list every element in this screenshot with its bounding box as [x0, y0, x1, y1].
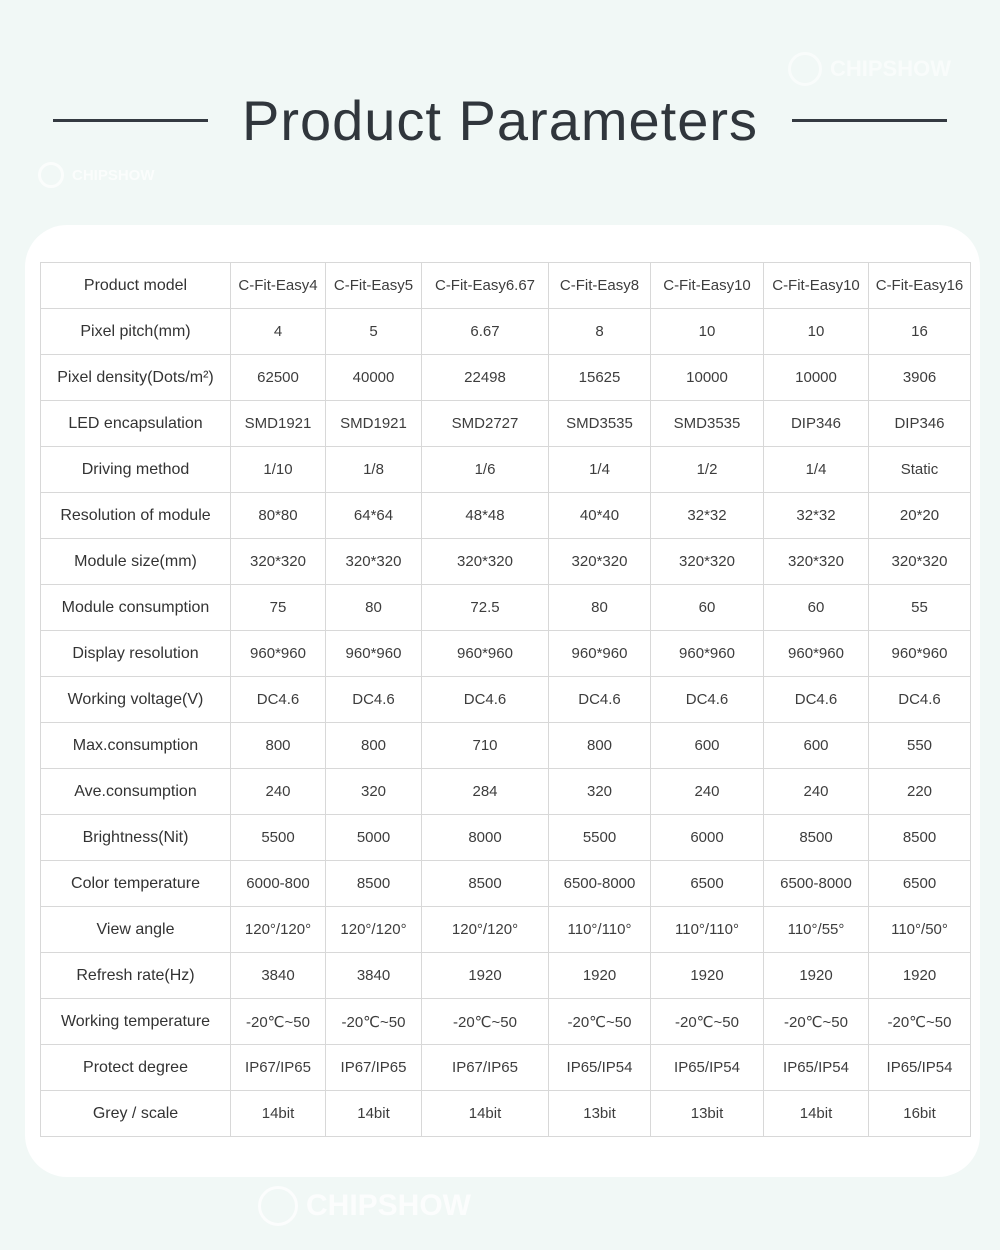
spec-value-cell: 110°/110° — [549, 907, 651, 953]
spec-value-cell: 75 — [231, 585, 326, 631]
spec-value-cell: 110°/110° — [651, 907, 764, 953]
spec-value-cell: 5000 — [326, 815, 422, 861]
spec-value-cell: 20*20 — [869, 493, 971, 539]
spec-value-cell: 1/6 — [422, 447, 549, 493]
spec-value-cell: -20℃~50 — [326, 999, 422, 1045]
spec-value-cell: IP67/IP65 — [422, 1045, 549, 1091]
spec-value-cell: 80 — [326, 585, 422, 631]
spec-value-cell: 14bit — [326, 1091, 422, 1137]
spec-value-cell: 10000 — [764, 355, 869, 401]
spec-value-cell: DC4.6 — [231, 677, 326, 723]
row-label: Color temperature — [41, 861, 231, 907]
column-header: C-Fit-Easy5 — [326, 263, 422, 309]
spec-value-cell: -20℃~50 — [549, 999, 651, 1045]
spec-value-cell: 6500 — [651, 861, 764, 907]
spec-value-cell: 320*320 — [231, 539, 326, 585]
chipshow-watermark-bottom — [258, 1186, 471, 1226]
spec-value-cell: 320*320 — [422, 539, 549, 585]
spec-value-cell: 1/8 — [326, 447, 422, 493]
row-label: Driving method — [41, 447, 231, 493]
row-label: Display resolution — [41, 631, 231, 677]
spec-value-cell: SMD3535 — [549, 401, 651, 447]
row-label: Brightness(Nit) — [41, 815, 231, 861]
spec-value-cell: 1920 — [764, 953, 869, 999]
spec-value-cell: 110°/55° — [764, 907, 869, 953]
spec-value-cell: 960*960 — [326, 631, 422, 677]
title-divider-left — [53, 119, 208, 122]
spec-value-cell: 120°/120° — [326, 907, 422, 953]
spec-value-cell: 600 — [764, 723, 869, 769]
spec-value-cell: 6.67 — [422, 309, 549, 355]
spec-value-cell: 22498 — [422, 355, 549, 401]
column-header: C-Fit-Easy10 — [764, 263, 869, 309]
spec-value-cell: IP67/IP65 — [326, 1045, 422, 1091]
spec-value-cell: 3840 — [231, 953, 326, 999]
spec-value-cell: SMD1921 — [326, 401, 422, 447]
spec-value-cell: 284 — [422, 769, 549, 815]
spec-value-cell: IP67/IP65 — [231, 1045, 326, 1091]
spec-value-cell: 960*960 — [549, 631, 651, 677]
table-row — [41, 585, 971, 631]
spec-value-cell: 48*48 — [422, 493, 549, 539]
spec-value-cell: 8000 — [422, 815, 549, 861]
spec-value-cell: 960*960 — [869, 631, 971, 677]
spec-value-cell: 3840 — [326, 953, 422, 999]
spec-value-cell: 14bit — [422, 1091, 549, 1137]
chipshow-watermark-under-title — [38, 162, 155, 188]
spec-value-cell: 32*32 — [651, 493, 764, 539]
spec-value-cell: 1920 — [651, 953, 764, 999]
column-header: C-Fit-Easy4 — [231, 263, 326, 309]
spec-value-cell: 240 — [651, 769, 764, 815]
row-label: Grey / scale — [41, 1091, 231, 1137]
spec-value-cell: 32*32 — [764, 493, 869, 539]
spec-value-cell: DIP346 — [764, 401, 869, 447]
row-label: Pixel pitch(mm) — [41, 309, 231, 355]
column-header: C-Fit-Easy10 — [651, 263, 764, 309]
spec-value-cell: 13bit — [651, 1091, 764, 1137]
spec-value-cell: DC4.6 — [549, 677, 651, 723]
spec-value-cell: 40*40 — [549, 493, 651, 539]
page-title: Product Parameters — [242, 89, 758, 152]
table-row — [41, 723, 971, 769]
spec-value-cell: DC4.6 — [651, 677, 764, 723]
spec-value-cell: 800 — [231, 723, 326, 769]
spec-value-cell: SMD1921 — [231, 401, 326, 447]
spec-value-cell: 120°/120° — [231, 907, 326, 953]
spec-value-cell: 320*320 — [764, 539, 869, 585]
row-label: LED encapsulation — [41, 401, 231, 447]
table-row — [41, 1045, 971, 1091]
spec-value-cell: 5500 — [549, 815, 651, 861]
spec-value-cell: 240 — [231, 769, 326, 815]
spec-value-cell: 55 — [869, 585, 971, 631]
spec-value-cell: 8500 — [422, 861, 549, 907]
chipshow-watermark-text: CHIPSHOW — [830, 56, 951, 81]
spec-value-cell: 5500 — [231, 815, 326, 861]
spec-value-cell: -20℃~50 — [764, 999, 869, 1045]
spec-value-cell: 320 — [549, 769, 651, 815]
table-row — [41, 447, 971, 493]
spec-value-cell: SMD2727 — [422, 401, 549, 447]
spec-value-cell: DIP346 — [869, 401, 971, 447]
spec-value-cell: SMD3535 — [651, 401, 764, 447]
spec-value-cell: 800 — [326, 723, 422, 769]
spec-value-cell: DC4.6 — [422, 677, 549, 723]
spec-value-cell: 62500 — [231, 355, 326, 401]
spec-value-cell: 320 — [326, 769, 422, 815]
column-header: C-Fit-Easy16 — [869, 263, 971, 309]
spec-value-cell: IP65/IP54 — [549, 1045, 651, 1091]
spec-value-cell: 16bit — [869, 1091, 971, 1137]
table-row — [41, 401, 971, 447]
chipshow-watermark-text: CHIPSHOW — [306, 1189, 471, 1222]
spec-value-cell: 10 — [651, 309, 764, 355]
spec-value-cell: Static — [869, 447, 971, 493]
spec-value-cell: -20℃~50 — [651, 999, 764, 1045]
spec-value-cell: 5 — [326, 309, 422, 355]
spec-value-cell: 960*960 — [651, 631, 764, 677]
table-row — [41, 907, 971, 953]
spec-value-cell: 6000-800 — [231, 861, 326, 907]
table-row — [41, 953, 971, 999]
spec-value-cell: 4 — [231, 309, 326, 355]
spec-value-cell: 10 — [764, 309, 869, 355]
spec-value-cell: 320*320 — [651, 539, 764, 585]
spec-value-cell: 60 — [764, 585, 869, 631]
spec-value-cell: 6500-8000 — [764, 861, 869, 907]
chipshow-logo-icon — [258, 1186, 298, 1226]
table-row — [41, 309, 971, 355]
spec-value-cell: 960*960 — [764, 631, 869, 677]
row-label: Protect degree — [41, 1045, 231, 1091]
spec-value-cell: 1920 — [869, 953, 971, 999]
spec-value-cell: 1/4 — [549, 447, 651, 493]
spec-value-cell: 1/10 — [231, 447, 326, 493]
spec-value-cell: 6000 — [651, 815, 764, 861]
spec-value-cell: 1920 — [422, 953, 549, 999]
spec-value-cell: DC4.6 — [764, 677, 869, 723]
spec-value-cell: IP65/IP54 — [869, 1045, 971, 1091]
spec-value-cell: 120°/120° — [422, 907, 549, 953]
spec-table — [40, 262, 971, 1137]
spec-value-cell: 1/4 — [764, 447, 869, 493]
spec-value-cell: 14bit — [231, 1091, 326, 1137]
spec-value-cell: 960*960 — [231, 631, 326, 677]
spec-value-cell: 60 — [651, 585, 764, 631]
row-label: Module size(mm) — [41, 539, 231, 585]
spec-value-cell: 16 — [869, 309, 971, 355]
spec-table-header-row — [41, 263, 971, 309]
table-row — [41, 493, 971, 539]
spec-value-cell: -20℃~50 — [869, 999, 971, 1045]
spec-value-cell: 10000 — [651, 355, 764, 401]
spec-value-cell: 64*64 — [326, 493, 422, 539]
chipshow-watermark-text: CHIPSHOW — [72, 166, 155, 184]
spec-value-cell: 72.5 — [422, 585, 549, 631]
row-label-product-model: Product model — [41, 263, 231, 309]
spec-value-cell: 80 — [549, 585, 651, 631]
spec-value-cell: 320*320 — [869, 539, 971, 585]
row-label: Working temperature — [41, 999, 231, 1045]
spec-value-cell: -20℃~50 — [422, 999, 549, 1045]
row-label: View angle — [41, 907, 231, 953]
row-label: Refresh rate(Hz) — [41, 953, 231, 999]
table-row — [41, 1091, 971, 1137]
spec-value-cell: 710 — [422, 723, 549, 769]
spec-value-cell: 800 — [549, 723, 651, 769]
spec-value-cell: 550 — [869, 723, 971, 769]
content-card — [25, 225, 980, 1177]
spec-value-cell: 600 — [651, 723, 764, 769]
chipshow-logo-icon — [38, 162, 64, 188]
table-row — [41, 999, 971, 1045]
spec-value-cell: 8 — [549, 309, 651, 355]
row-label: Working voltage(V) — [41, 677, 231, 723]
title-divider-right — [792, 119, 947, 122]
spec-value-cell: 6500-8000 — [549, 861, 651, 907]
spec-value-cell: 110°/50° — [869, 907, 971, 953]
spec-value-cell: 1920 — [549, 953, 651, 999]
table-row — [41, 355, 971, 401]
table-row — [41, 631, 971, 677]
spec-value-cell: 240 — [764, 769, 869, 815]
spec-value-cell: 40000 — [326, 355, 422, 401]
table-row — [41, 815, 971, 861]
spec-value-cell: 8500 — [326, 861, 422, 907]
spec-value-cell: DC4.6 — [869, 677, 971, 723]
spec-value-cell: 1/2 — [651, 447, 764, 493]
spec-value-cell: 80*80 — [231, 493, 326, 539]
column-header: C-Fit-Easy6.67 — [422, 263, 549, 309]
spec-value-cell: 6500 — [869, 861, 971, 907]
spec-value-cell: IP65/IP54 — [764, 1045, 869, 1091]
spec-value-cell: 15625 — [549, 355, 651, 401]
row-label: Module consumption — [41, 585, 231, 631]
table-row — [41, 861, 971, 907]
table-row — [41, 769, 971, 815]
chipshow-watermark-top-right — [788, 52, 951, 86]
spec-value-cell: 8500 — [764, 815, 869, 861]
spec-table-body — [41, 263, 971, 1137]
row-label: Ave.consumption — [41, 769, 231, 815]
spec-value-cell: DC4.6 — [326, 677, 422, 723]
row-label: Pixel density(Dots/m²) — [41, 355, 231, 401]
spec-value-cell: 14bit — [764, 1091, 869, 1137]
spec-value-cell: 320*320 — [326, 539, 422, 585]
spec-value-cell: 960*960 — [422, 631, 549, 677]
spec-value-cell: IP65/IP54 — [651, 1045, 764, 1091]
spec-value-cell: -20℃~50 — [231, 999, 326, 1045]
title-band — [0, 88, 1000, 153]
row-label: Resolution of module — [41, 493, 231, 539]
spec-value-cell: 320*320 — [549, 539, 651, 585]
spec-value-cell: 13bit — [549, 1091, 651, 1137]
chipshow-logo-icon — [788, 52, 822, 86]
column-header: C-Fit-Easy8 — [549, 263, 651, 309]
table-row — [41, 539, 971, 585]
table-row — [41, 677, 971, 723]
row-label: Max.consumption — [41, 723, 231, 769]
spec-value-cell: 8500 — [869, 815, 971, 861]
spec-value-cell: 220 — [869, 769, 971, 815]
spec-value-cell: 3906 — [869, 355, 971, 401]
